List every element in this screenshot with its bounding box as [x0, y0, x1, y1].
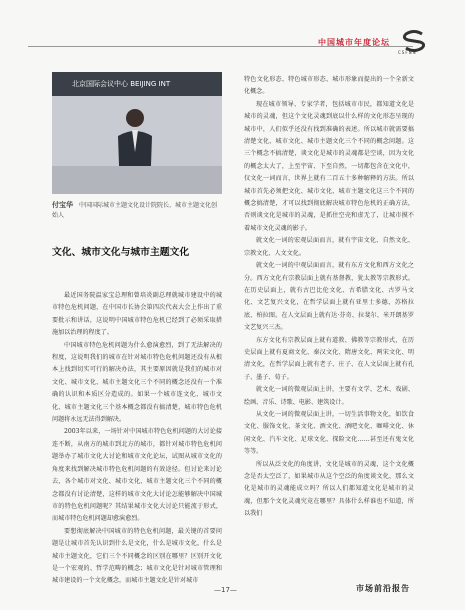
paragraph: 东方文化有宗教层面上就有道教、佛教等宗教形式，在历史层面上就有夏商文化、秦汉文化、隋唐文化、两宋文化、明清文化，在哲学层面上就有老子、庄子、在人文层面上就有孔子、墨子、荀子。 — [244, 336, 414, 381]
paragraph: 最近国务院温家宝总理和曾培炎副总理就城市建设中的城市特色危机问题，在中国市长协会第四次代表大会上作出了重要批示和讲话，这说明中国城市特色危机已经到了必须采取措施加以治理的程度了。 — [52, 292, 222, 337]
header-rule — [28, 46, 413, 47]
header-title: 中国城市年度论坛 — [318, 38, 390, 47]
paragraph: 现在城市领导、专家学者，包括城市市民，都知道文化是城市的灵魂，但这个文化灵魂到底以什么样的文化形态呈现的城市中，人们似乎还没有找到准确的表述。所以城市就需要搞清楚文化、城市文化、城市主题文化三个不同的概念问题。这三个概念不搞清楚，谈文化是城市的灵魂都是空谈，因为文化的概念太大了，上至宇宙、下至自然，一切都包含在文化中，仅文化一词而言，世界上就有二百五十多种解释的方法。所以城市首先必须把文化、城市文化、城市主题文化这三个不同的概念搞清楚，才可以找到彻底解决城市特色危机的正确方法，否则谈文化是城市的灵魂，是抓住空壳和虚无了，让城市摸不着城市文化灵魂的影子。 — [244, 100, 414, 232]
page-number: —17— — [214, 586, 237, 594]
photo-caption — [52, 200, 222, 221]
paragraph: 特色文化形态、特色城市形态、城市形象而提出的一个全新文化概念。 — [244, 76, 414, 96]
paragraph: 从文化一词的微观层面上讲，一切生活事物文化，如饮食文化、服饰文化、茶文化、酒文化、酒吧文化、咖啡文化、休闲文化、汽车文化、足球文化、探险文化……甚至还有鬼文化等等。 — [244, 410, 414, 456]
paragraph: 所以从泛文化的角度讲，文化是城市的灵魂，这个文化概念是否太空泛了，如果城市从这个空泛的角度谈文化，那么文化是城市的灵魂能成立吗？所以人们都知道文化是城市的灵魂，但那个文化灵魂究竟在哪里？具体什么样谁也不知道，所以我们 — [244, 460, 414, 518]
left-column — [52, 290, 222, 585]
paragraph: 要想彻底解决中国城市的特色危机问题，最关键的首要问题是让城市首先认识到什么是文化，什么是城市文化，什么是城市主题文化，它们三个不同概念的区别在哪里？区别开文化是一个宏观的、哲学范畴的概念；城市文化是针对城市管理和城市建设的一个文化概念，而城市主题文化是针对城市 — [52, 527, 222, 585]
caption-name: 付宝华 — [52, 201, 73, 209]
page-header — [0, 0, 465, 58]
right-column — [244, 74, 414, 590]
paragraph: 2003年以来，一场针对中国城市特色危机问题的大讨论接连不断，从南方的城市到北方的城市，都针对城市特色危机问题举办了城市文化大讨论和城市文化论坛，试图从城市文化的角度来找到解决城市特色危机问题的有效途径。但讨论来讨论去，各个城市对文化、城市文化、城市主题文化三个不同的概念都没有讨论清楚，这样的城市文化大讨论怎能够解决中国城市的特色危机问题呢？其结果城市文化大讨论只能流于形式，而城市特色危机问题却愈演愈烈。 — [52, 428, 222, 523]
magazine-name: 市场前沿报告 — [356, 584, 410, 593]
author-photo — [52, 72, 222, 194]
article-title: 文化、城市文化与城市主题文化 — [52, 247, 190, 258]
photo-banner: 北京国际会议中心 BEIJING INT — [52, 72, 222, 96]
photo-floor — [52, 166, 222, 194]
forum-logo-icon — [400, 30, 428, 52]
paragraph: 就文化一词的中观层面而言，就有东方文化和西方文化之分。西方文化有宗教层面上就有基督教、犹太教等宗教形式。在历史层面上，就有古巴比伦文化、古希腊文化、古罗马文化、文艺复兴文化，在哲学层面上就有亚里士多德、苏格拉底、柏拉图。在人文层面上就有达·芬奇、拉斐尔、米开朗基罗文艺复兴三杰。 — [244, 262, 414, 332]
paragraph: 就文化一词的微观层面上讲，主要有文学、艺术、戏剧、绘画、音乐、诗歌、电影、建筑设计。 — [244, 386, 414, 406]
logo-text: CSFNN — [398, 50, 417, 55]
paragraph: 就文化一词的宏观层面而言，就有宇宙文化、自然文化、宗教文化、人文文化。 — [244, 237, 414, 257]
caption-text: 中国国际城市主题文化设计院院长、城市主题文化创始人 — [52, 202, 218, 219]
paragraph: 中国城市特色危机问题为什么愈演愈烈，到了无法解决的程度，这说明我们的城市在针对城市特色危机问题还没有从根本上找到切实可行的解决办法，其主要原因就是我们的城市对文化、城市文化、城市主题文化三个不同的概念还没有一个准确的认识和本质区分造成的。如果一个城市连文化、城市文化、城市主题文化三个基本概念都没有搞清楚，城市特色危机问题将永远无法得到解决。 — [52, 341, 222, 424]
